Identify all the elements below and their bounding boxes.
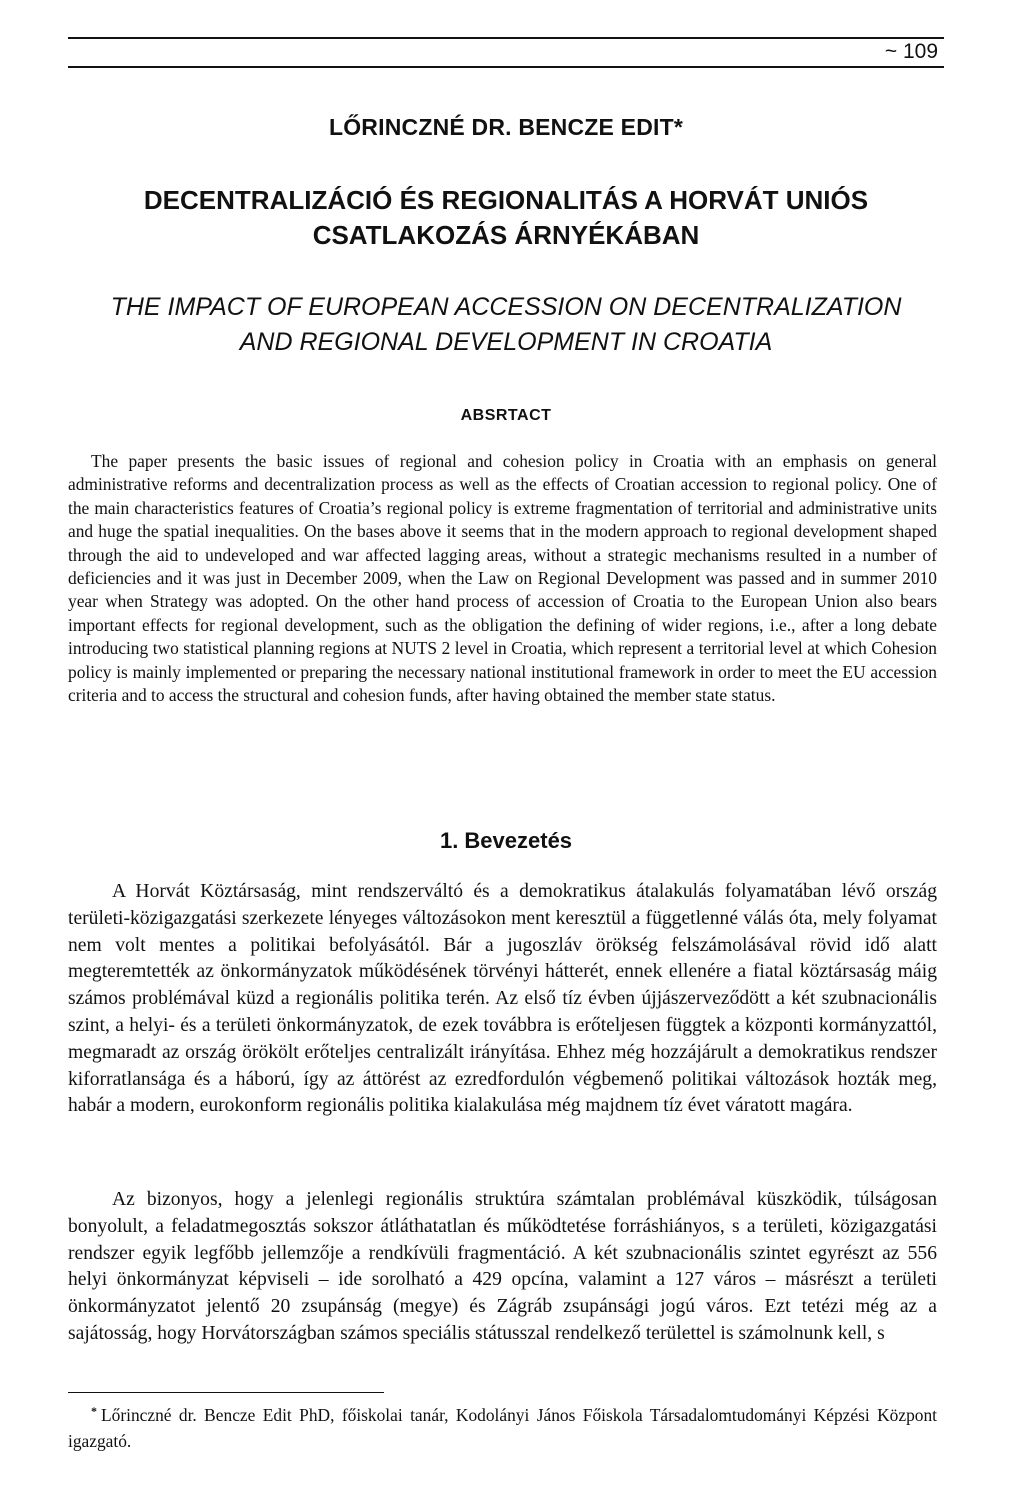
title-english-line-2: AND REGIONAL DEVELOPMENT IN CROATIA [239, 328, 773, 356]
body-paragraph: A Horvát Köztársaság, mint rendszerváltó és a demokratikus átalakulás folyamatában lévő ország területi-közigazgatási szerkezete lényeges változásokon ment keresztül a függetlenné válás óta, mely folyamat nem volt mentes a politikai befolyásától. Bár a jugoszláv örökség felszámolásával rövid idő alatt megteremtették az önkormányzatok működésének törvényi hátterét, ennek ellenére a fiatal köztársaság máig számos problémával küzd a regionális politika terén. Az első tíz évben újjászerveződött a két szubnacionális szint, a helyi- és a területi önkormányzatok, de ezek továbbra is erőteljesen függtek a központi kormányzattól, megmaradt az ország örökölt erőteljes centralizált irányítása. Ehhez még hozzájárult a demokratikus rendszer kiforratlansága és a háború, így az áttörést az ezredfordulón végbemenő politikai változások hozták meg, habár a modern, eurokonform regionális politika kialakulása még majdnem tíz évet váratott magára. [68, 881, 937, 1117]
footnote [68, 1403, 937, 1453]
footnote-rule [68, 1392, 384, 1393]
header-rule-top [68, 37, 944, 39]
title-hungarian-line-1: DECENTRALIZÁCIÓ ÉS REGIONALITÁS A HORVÁT UNIÓS [143, 185, 869, 215]
title-hungarian-line-2: CSATLAKOZÁS ÁRNYÉKÁBAN [312, 220, 700, 250]
title-english [60, 290, 952, 360]
title-hungarian [60, 183, 952, 253]
page-number: ~ 109 [884, 40, 938, 63]
abstract-heading: ABSRTACT [460, 407, 552, 424]
body-paragraph: Az bizonyos, hogy a jelenlegi regionális struktúra számtalan problémával küszködik, túlságosan bonyolult, a feladatmegosztás sokszor átláthatatlan és működtetése forráshiányos, s a területi, közigazgatási rendszer egyik legfőbb jellemzője a rendkívüli fragmentáció. A két szubnacionális szintet egyrészt az 556 helyi önkormányzat képviseli – ide sorolható a 429 opcína, valamint a 127 város – másrészt a területi önkormányzatot jelentő 20 zsupánság (megye) és Zágráb zsupánsági jogú város. Ezt tetézi még az a sajátosság, hogy Horvátországban számos speciális státusszal rendelkező területtel is számolnunk kell, s [68, 1189, 937, 1344]
author-line [0, 114, 1012, 141]
section-heading: 1. Bevezetés [439, 828, 573, 853]
author-name: LŐRINCZNÉ DR. BENCZE EDIT [328, 114, 674, 140]
abstract-text: The paper presents the basic issues of regional and cohesion policy in Croatia with an emphasis on general administrative reforms and decentralization process as well as the effects of Croatian accession to regional policy. One of the main characteristics features of Croatia’s regional policy is extreme fragmentation of territorial and administrative units and huge the spatial inequalities. On the bases above it seems that in the modern approach to regional development shaped through the aid to undeveloped and war affected lagging areas, without a strategic mechanisms resulted in a number of deficiencies and it was just in December 2009, when the Law on Regional Development was passed and in summer 2010 year when Strategy was adopted. On the other hand process of accession of Croatia to the European Union also bears important effects for regional development, such as the obligation the defining of wider regions, i.e., after a long debate introducing two statistical planning regions at NUTS 2 level in Croatia, which represent a territorial level at which Cohesion policy is mainly implemented or preparing the necessary national institutional framework in order to meet the EU accession criteria and to access the structural and cohesion funds, after having obtained the member state status. [68, 451, 937, 706]
footnote-marker: * [91, 1404, 97, 1418]
author-footnote-marker: * [673, 114, 684, 140]
header-rule-bottom [68, 66, 944, 68]
title-english-line-1: THE IMPACT OF EUROPEAN ACCESSION ON DECENTRALIZATION [110, 293, 902, 321]
footnote-text: Lőrinczné dr. Bencze Edit PhD, főiskolai tanár, Kodolányi János Főiskola Társadalomtudományi Képzési Központ igazgató. [68, 1405, 937, 1451]
